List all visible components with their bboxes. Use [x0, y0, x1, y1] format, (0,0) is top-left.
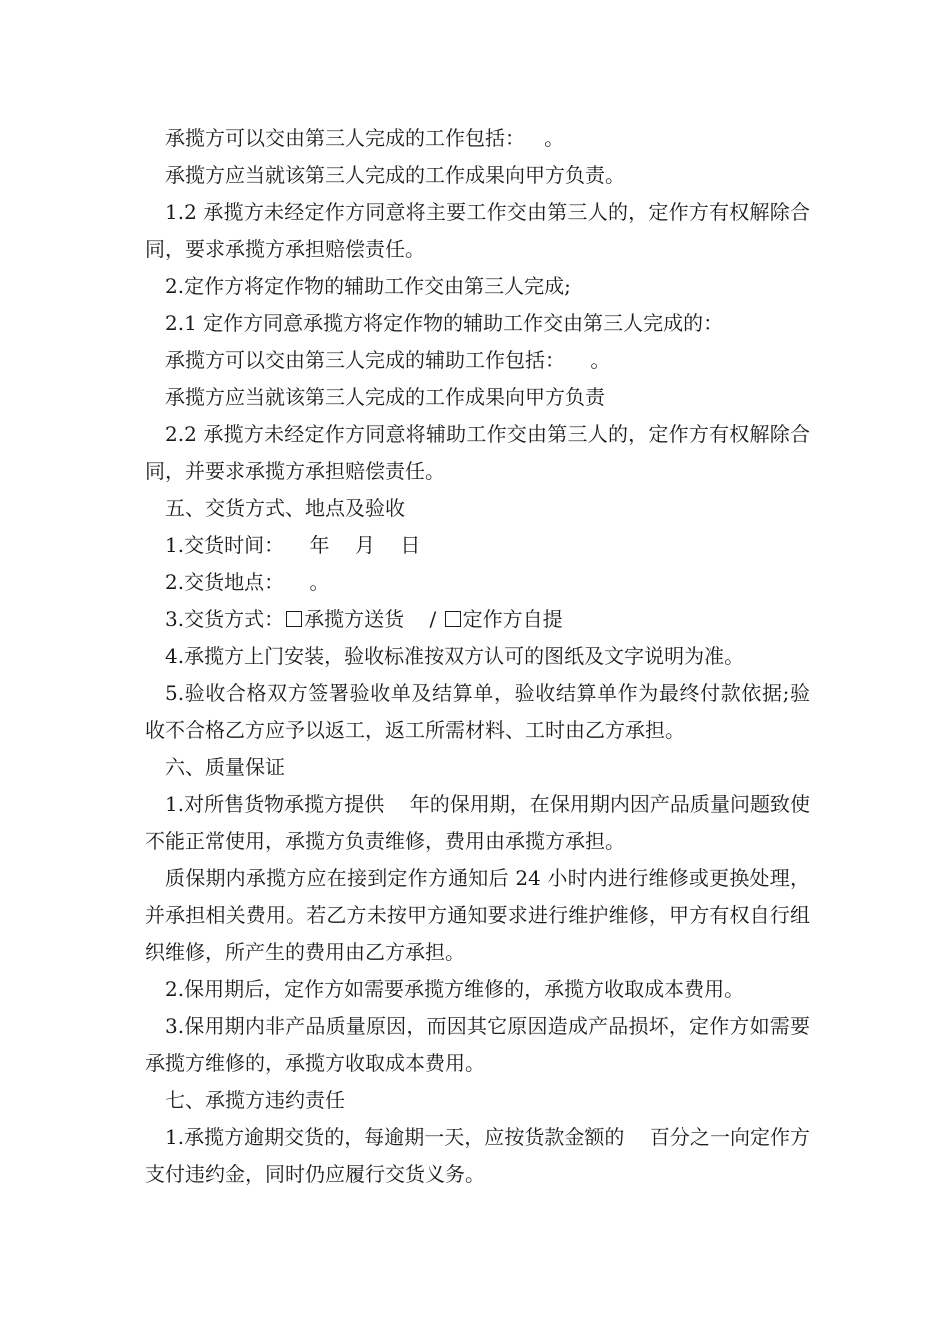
section-heading: 五、交货方式、地点及验收 [165, 496, 405, 520]
paragraph: 2.交货地点： 。 [165, 570, 330, 594]
paragraph: 2.2 承揽方未经定作方同意将辅助工作交由第三人的，定作方有权解除合同，并要求承揽方承担赔偿责任。 [145, 422, 810, 483]
paragraph: 4.承揽方上门安装，验收标准按双方认可的图纸及文字说明为准。 [165, 644, 745, 668]
delivery-option-a: 承揽方送货 [304, 607, 405, 631]
paragraph: 承揽方可以交由第三人完成的工作包括： 。 [165, 126, 565, 150]
paragraph: 1.承揽方逾期交货的，每逾期一天，应按货款金额的 百分之一向定作方支付违约金，同时仍应履行交货义务。 [145, 1125, 810, 1186]
delivery-option-b: 定作方自提 [462, 607, 563, 631]
paragraph: 2.1 定作方同意承揽方将定作物的辅助工作交由第三人完成的： [165, 311, 724, 335]
paragraph: 2.保用期后，定作方如需要承揽方维修的，承揽方收取成本费用。 [165, 977, 745, 1001]
paragraph: 承揽方可以交由第三人完成的辅助工作包括： 。 [165, 348, 611, 372]
delivery-method-line [145, 601, 810, 638]
section-heading: 七、承揽方违约责任 [165, 1088, 345, 1112]
paragraph: 1.交货时间： 年 月 日 [165, 533, 421, 557]
paragraph: 1.2 承揽方未经定作方同意将主要工作交由第三人的，定作方有权解除合同，要求承揽方承担赔偿责任。 [145, 200, 810, 261]
section-heading: 六、质量保证 [165, 755, 285, 779]
paragraph: 质保期内承揽方应在接到定作方通知后 24 小时内进行维修或更换处理，并承担相关费用。若乙方未按甲方通知要求进行维护维修，甲方有权自行组织维修，所产生的费用由乙方承担。 [145, 866, 810, 964]
delivery-separator: / [404, 607, 443, 631]
paragraph: 2.定作方将定作物的辅助工作交由第三人完成; [165, 274, 571, 298]
document-body [145, 120, 810, 1193]
paragraph: 3.保用期内非产品质量原因，而因其它原因造成产品损坏，定作方如需要承揽方维修的，承揽方收取成本费用。 [145, 1014, 810, 1075]
paragraph: 1.对所售货物承揽方提供 年的保用期，在保用期内因产品质量问题致使不能正常使用，承揽方负责维修，费用由承揽方承担。 [145, 792, 810, 853]
paragraph: 5.验收合格双方签署验收单及结算单，验收结算单作为最终付款依据;验收不合格乙方应予以返工，返工所需材料、工时由乙方承担。 [145, 681, 810, 742]
paragraph: 承揽方应当就该第三人完成的工作成果向甲方负责 [165, 385, 605, 409]
checkbox-icon[interactable] [445, 611, 461, 627]
delivery-method-prefix: 3.交货方式： [165, 607, 285, 631]
checkbox-icon[interactable] [286, 611, 302, 627]
paragraph: 承揽方应当就该第三人完成的工作成果向甲方负责。 [165, 163, 625, 187]
